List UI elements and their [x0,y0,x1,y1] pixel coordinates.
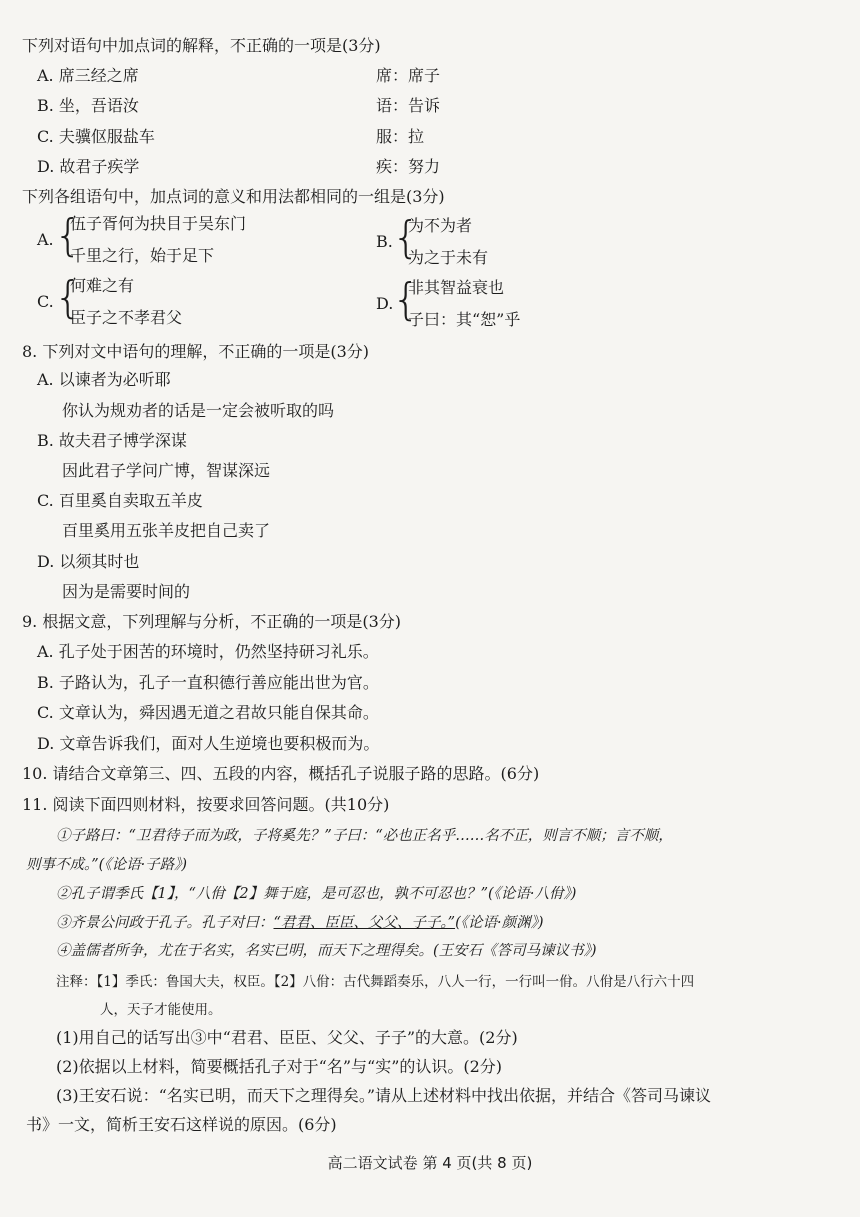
q6-option-a: A. 席三经之席 [37,66,139,85]
q11-material-1-line2: 则事不成。”(《论语·子路》) [26,857,188,873]
q7-d-line2: 子曰：其“恕”乎 [408,310,521,329]
q6-gloss-a: 席：席子 [376,66,441,85]
q11-subquestion-3-line2: 书》一文，简析王安石这样说的原因。(6分) [26,1115,337,1134]
q7-a-line2: 千里之行，始于足下 [70,246,215,265]
q8-option-b-translation: 因此君子学问广博，智谋深远 [62,461,271,480]
q6-option-d: D. 故君子疾学 [37,157,140,176]
q7-d-label: D. [376,294,394,313]
q7-b-label: B. [376,232,393,251]
q7-c-line1: 何难之有 [70,276,135,295]
q8-stem: 8. 下列对文中语句的理解，不正确的一项是(3分) [22,342,370,361]
q11-material-4: ④盖儒者所争，尤在于名实，名实已明，而天下之理得矣。(王安石《答司马谏议书》) [56,943,597,959]
q8-option-a-translation: 你认为规劝者的话是一定会被听取的吗 [62,401,335,420]
q8-option-a: A. 以谏者为必听耶 [37,370,171,389]
q7-a-line1: 伍子胥何为抉目于吴东门 [70,214,247,233]
q9-option-a: A. 孔子处于困苦的环境时，仍然坚持研习礼乐。 [37,642,379,661]
q7-d-brace-icon: { [392,274,420,325]
q7-c-line2: 臣子之不孝君父 [70,308,183,327]
q11-subquestion-2: (2)依据以上材料，简要概括孔子对于“名”与“实”的认识。(2分) [56,1057,503,1076]
q9-option-d: D. 文章告诉我们，面对人生逆境也要积极而为。 [37,734,380,753]
q11-subquestion-1: (1)用自己的话写出③中“君君、臣臣、父父、子子”的大意。(2分) [56,1028,518,1047]
q7-d-line1: 非其智益衰也 [408,278,505,297]
q7-b-line2: 为之于未有 [408,248,489,267]
q8-option-c: C. 百里奚自卖取五羊皮 [37,491,203,510]
q11-material-3-intro: ③齐景公问政于孔子。孔子对曰： [56,915,274,931]
page-footer: 高二语文试卷 第 4 页(共 8 页) [327,1154,533,1172]
q7-a-label: A. [37,230,54,249]
q7-c-label: C. [37,292,54,311]
q11-note-line1: 注释：【1】季氏：鲁国大夫，权臣。【2】八佾：古代舞蹈奏乐，八人一行，一行叫一佾。八佾是八行六十四 [56,974,695,990]
q7-stem: 下列各组语句中，加点词的意义和用法都相同的一组是(3分) [22,187,445,206]
q7-b-brace-icon: { [392,212,420,263]
q6-gloss-d: 疾：努力 [376,157,441,176]
q8-option-b: B. 故夫君子博学深谋 [37,431,187,450]
q9-option-b: B. 子路认为，孔子一直积德行善应能出世为官。 [37,673,379,692]
q11-material-2: ②孔子谓季氏【1】，“八佾【2】舞于庭，是可忍也，孰不可忍也？”(《论语·八佾》) [56,886,577,902]
q8-option-d-translation: 因为是需要时间的 [62,582,191,601]
q11-material-3-source: (《论语·颜渊》) [455,915,544,931]
q9-stem: 9. 根据文意，下列理解与分析，不正确的一项是(3分) [22,612,402,631]
q11-material-3-quote: “君君、臣臣、父父、子子。” [273,915,456,931]
q7-c-brace-icon: { [54,272,82,323]
q11-material-3 [56,913,544,933]
q7-a-brace-icon: { [54,210,82,261]
q6-option-c: C. 夫骥伛服盐车 [37,127,155,146]
q6-option-b: B. 坐，吾语汝 [37,96,139,115]
q11-note-line2: 人，天子才能使用。 [100,1002,222,1018]
q6-gloss-b: 语：告诉 [376,96,441,115]
q11-material-1-line1: ①子路曰：“卫君待子而为政，子将奚先？”子曰：“必也正名乎……名不正，则言不顺；言不顺， [56,828,673,844]
q9-option-c: C. 文章认为，舜因遇无道之君故只能自保其命。 [37,703,379,722]
q10-stem: 10. 请结合文章第三、四、五段的内容，概括孔子说服子路的思路。(6分) [22,764,540,783]
q11-stem: 11. 阅读下面四则材料，按要求回答问题。(共10分) [22,795,390,814]
q7-b-line1: 为不为者 [408,216,473,235]
q8-option-c-translation: 百里奚用五张羊皮把自己卖了 [62,521,271,540]
q6-stem: 下列对语句中加点词的解释，不正确的一项是(3分) [22,36,381,55]
q6-gloss-c: 服：拉 [376,127,425,146]
q8-option-d: D. 以须其时也 [37,552,140,571]
q11-subquestion-3-line1: (3)王安石说：“名实已明，而天下之理得矣。”请从上述材料中找出依据，并结合《答司马谏议 [56,1086,712,1105]
